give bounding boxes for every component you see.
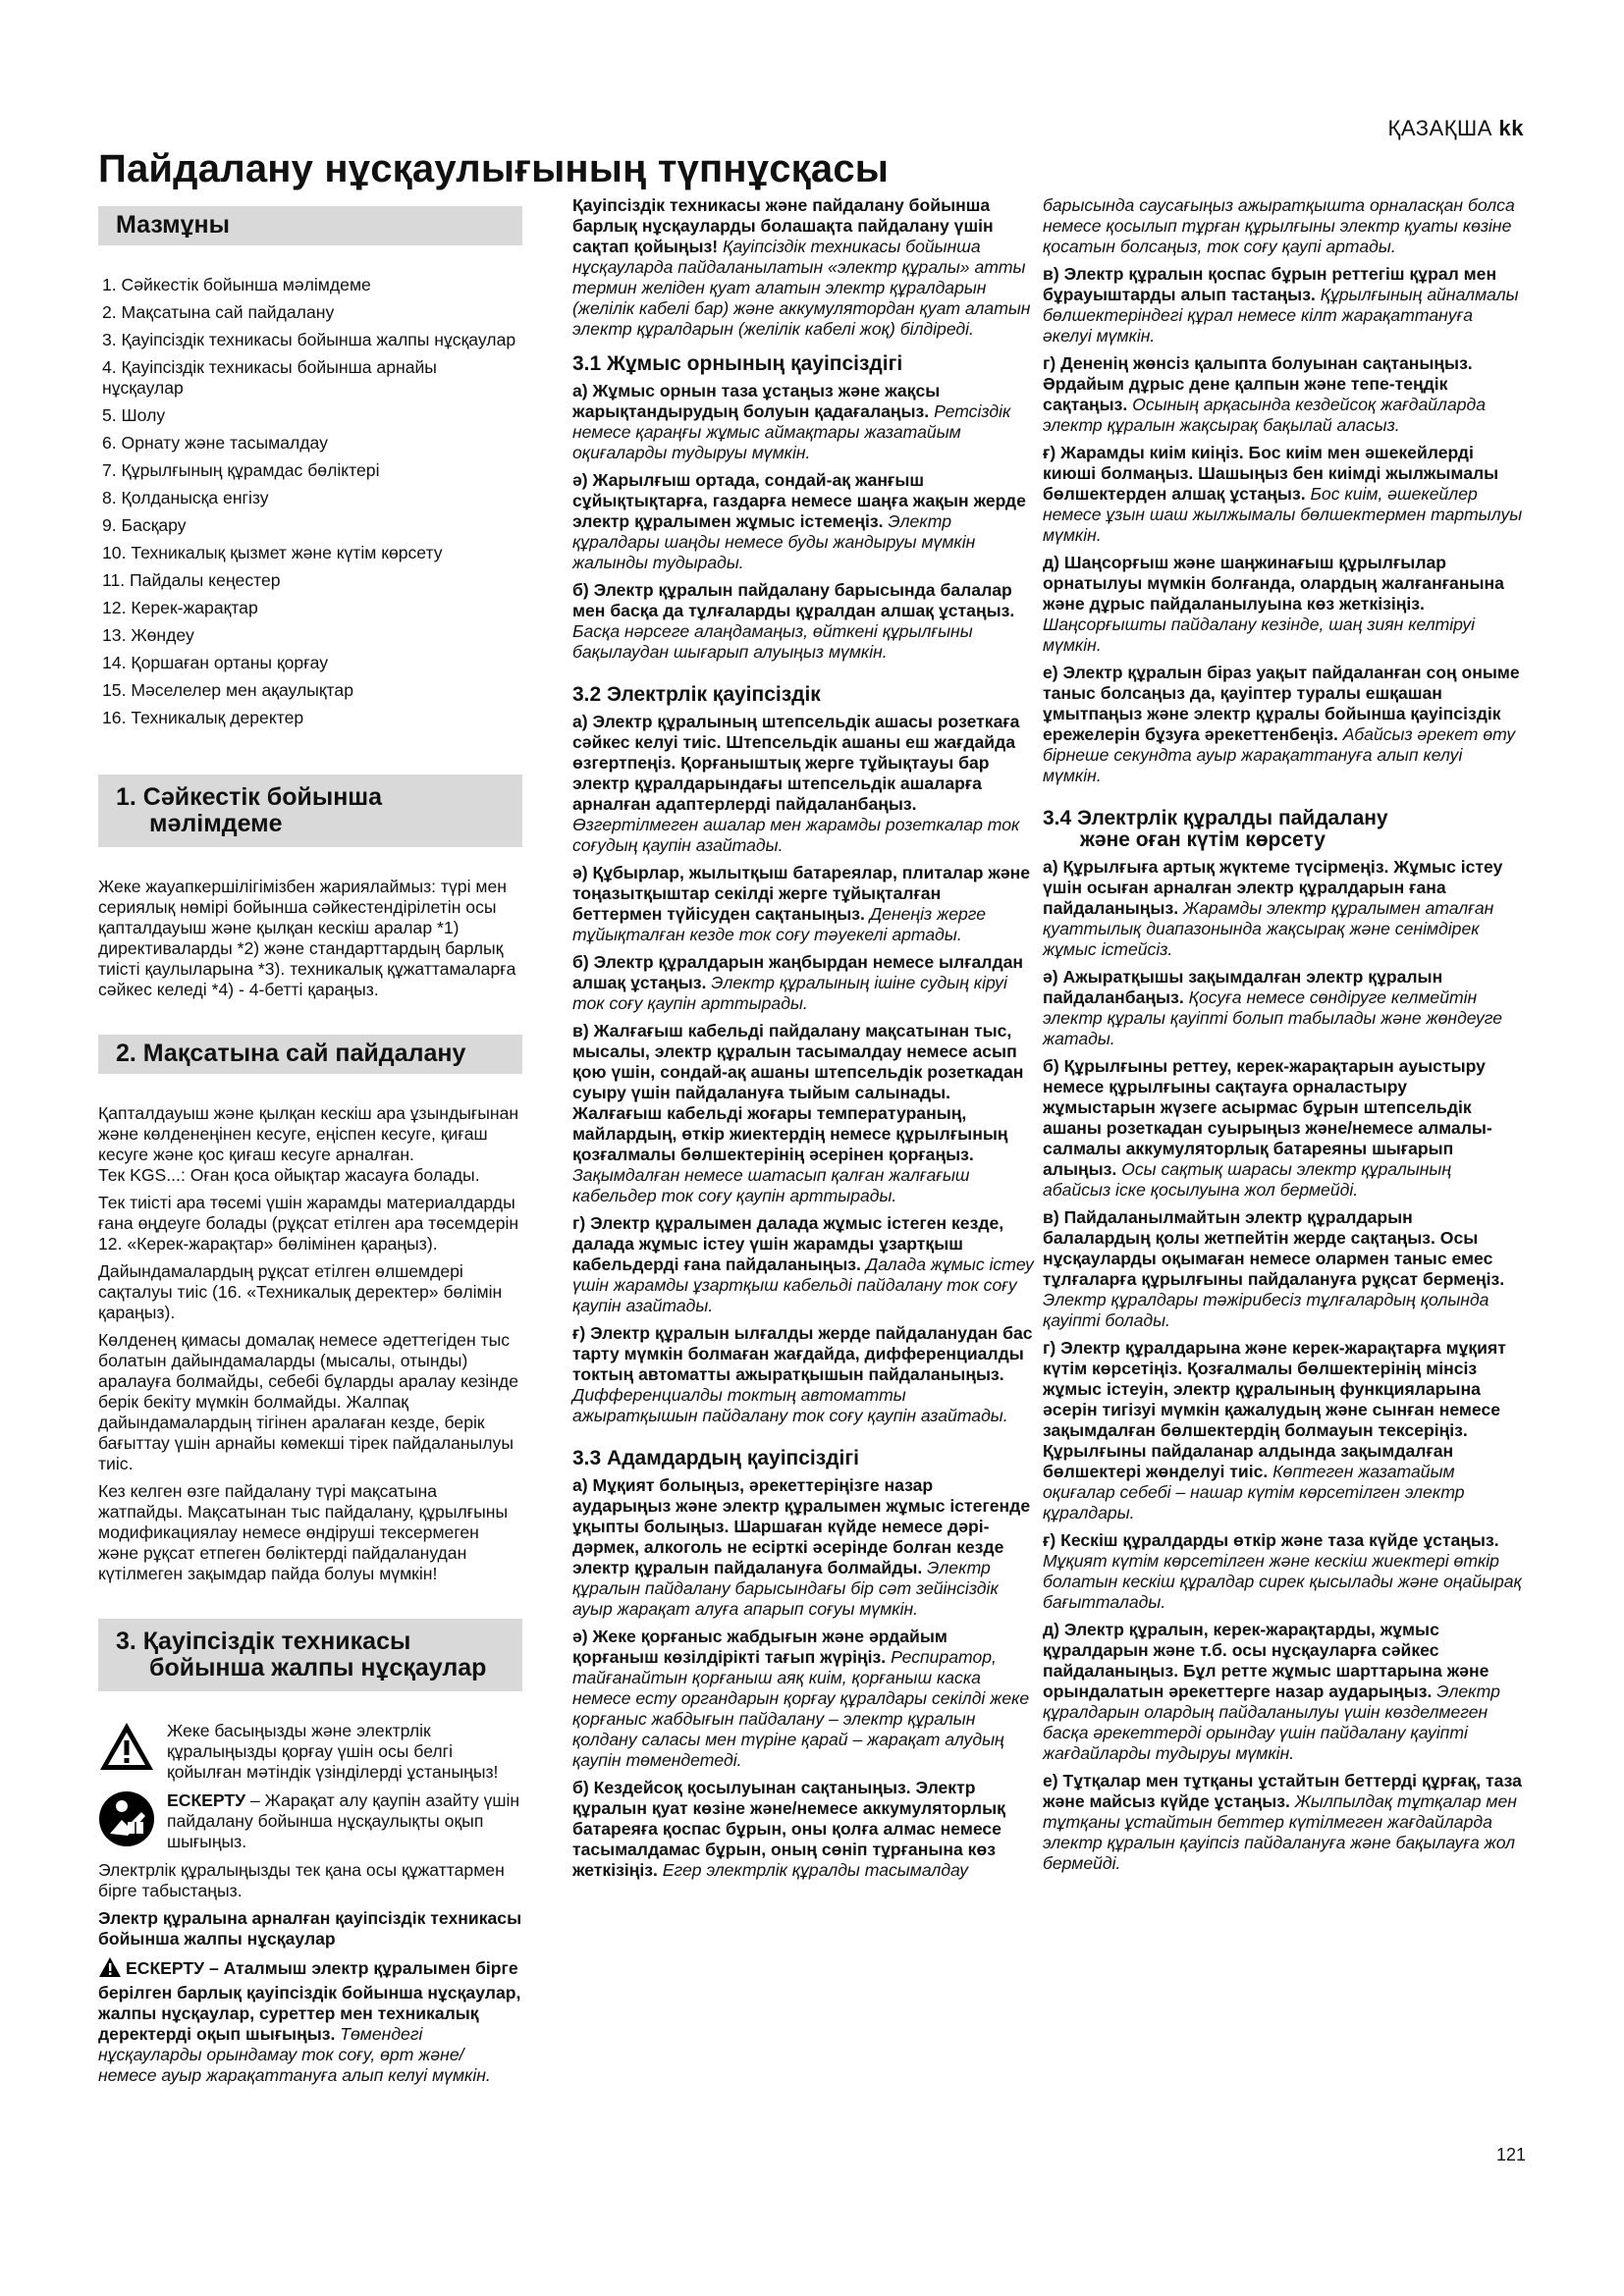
table-of-contents xyxy=(98,275,522,728)
section-2-paragraph: Қапталдауыш және қылқан кескіш ара ұзындығынан және көлденеңінен кесуге, еңіспен кесуге, қиғаш кесуге және қос қиғаш кесуге арналған. Тек KGS...: Оған қоса ойықтар жасауға болады. xyxy=(98,1103,519,1185)
paragraph: б) Құрылғыны реттеу, керек-жарақтарын ауыстыру немесе құрылғыны сақтауға орналастыру жұмыстарын жүзеге асырмас бұрын штепсельдік ашаны розеткадан суырыңыз және/немесе алмалы-салмалы аккумуляторлық батареяны шығарып алыңыз. Осы сақтық шарасы электр құралының абайсыз іске қосылуына жол бермейді. xyxy=(1043,1056,1492,1200)
paragraph: б) Электр құралын пайдалану барысында балалар мен басқа да тұлғаларды құралдан алшақ ұстаңыз. Басқа нәрсеге алаңдамаңыз, өйткені құрылғыны бақылаудан шығарып алуыңыз мүмкін. xyxy=(572,580,1015,662)
paragraph: а) Жұмыс орнын таза ұстаңыз және жақсы жарықтандырудың болуын қадағалаңыз. Ретсіздік немесе қараңғы жұмыс аймақтары жазатайым оқиғаларды тудыруы мүмкін. xyxy=(572,381,1011,462)
section-2-paragraph: Дайындамалардың рұқсат етілген өлшемдері сақталуы тиіс (16. «Техникалық деректер» бөлімін қараңыз). xyxy=(98,1261,503,1322)
warning-paragraph: ЕСКЕРТУ – Аталмыш электр құралымен бірге берілген барлық қауіпсіздік бойынша нұсқаулар, жалпы нұсқаулар, суреттер мен техникалық деректерді оқып шығыңыз. Төмендегі нұсқауларды орындамау ток соғу, өрт және/ немесе ауыр жарақаттануға алып келуі мүмкін. xyxy=(98,1958,521,2085)
paragraph: барысында саусағыңыз ажыратқышта орналасқан болса немесе қосылып тұрған құрылғыны электр қуаты көзіне қосатын болсаңыз, ток соғу қаупі артады. xyxy=(1043,195,1515,256)
paragraph: ғ) Кескіш құралдарды өткір және таза күйде ұстаңыз. Мұқият күтім көрсетілген және кескіш жиектері өткір болатын кескіш құралдар сирек қысылады және оңайырақ бағытталады. xyxy=(1043,1530,1522,1612)
section-3-subheading: Электр құралына арналған қауіпсіздік техникасы бойынша жалпы нұсқаулар xyxy=(98,1908,522,1949)
toc-item: 5. Шолу xyxy=(102,405,166,425)
page-number: 121 xyxy=(1495,2145,1526,2164)
paragraph: а) Электр құралының штепсельдік ашасы розеткаға сәйкес келуі тиіс. Штепсельдік ашаны еш жағдайда өзгертпеңіз. Қорғаныштық жерге тұйықтауы бар электр құралдарындағы штепсельдік ашаларға арналған адаптерлерді пайдаланбаңыз. Өзгертілмеген ашалар мен жарамды розеткалар ток соғудың қаупін азайтады. xyxy=(572,712,1020,855)
warning-small-icon xyxy=(98,1956,122,1983)
column-right xyxy=(1043,195,1524,1881)
toc-heading: Мазмұны xyxy=(98,206,522,245)
warning-note: Жеке басыңызды және электрлік құралыңызды қорғау үшін осы белгі қойылған мәтіндік үзінділерді ұстаныңыз! xyxy=(98,1721,522,1783)
toc-item: 7. Құрылғының құрамдас бөліктері xyxy=(102,460,380,480)
section-2-paragraph: Тек тиісті ара төсемі үшін жарамды материалдарды ғана өңдеуге болады (рұқсат етілген ара төсемдерін 12. «Керек-жарақтар» бөлімінен қараңыз). xyxy=(98,1193,519,1254)
toc-item: 1. Сәйкестік бойынша мәлімдеме xyxy=(102,275,371,294)
toc-item: 15. Мәселелер мен ақаулықтар xyxy=(102,680,353,700)
paragraph: б) Электр құралдарын жаңбырдан немесе ылғалдан алшақ ұстаңыз. Электр құралының ішіне судың кіруі ток соғу қаупін арттырады. xyxy=(572,952,1024,1013)
toc-item: 14. Қоршаған ортаны қорғау xyxy=(102,653,329,672)
paragraph: ә) Жарылғыш ортада, сондай-ақ жанғыш сұйықтықтарға, газдарға немесе шаңға жақын жерде электр құралымен жұмыс істемеңіз. Электр құралдары шаңды немесе буды жандыруы мүмкін жалынды тудырады. xyxy=(572,470,1026,572)
paragraph: ә) Ажыратқышы зақымдалған электр құралын пайдаланбаңыз. Қосуға немесе сөндіруге келмейтін электр құралы қауіпті болып табылады және жөндеуге жатады. xyxy=(1043,967,1503,1048)
paragraph: в) Жалғағыш кабельді пайдалану мақсатынан тыс, мысалы, электр құралын тасымалдау немесе асып қою үшін, сондай-ақ ашаны штепсельдік розеткадан суыру үшін пайдалануға тыйым салынады. Жалғағыш кабельді жоғары температураның, майлардың, өткір жиектердің немесе құрылғының қозғалмалы бөлшектерінің әсерінен қорғаңыз. Зақымдалған немесе шатасып қалған жалғағыш кабельдер ток соғу қаупін арттырады. xyxy=(572,1021,1024,1205)
column-middle xyxy=(572,195,1034,1888)
paragraph: г) Электр құралымен далада жұмыс істеген кезде, далада жұмыс істеу үшін жарамды ұзартқыш кабельдерді ғана пайдаланыңыз. Далада жұмыс істеу үшін жарамды ұзартқыш кабельді пайдалану ток соғу қаупін азайтады. xyxy=(572,1213,1034,1315)
language-label: ҚАЗАҚША kk xyxy=(1387,116,1524,140)
paragraph: ғ) Жарамды киім киіңіз. Бос киім мен әшекейлерді киюші болмаңыз. Шашыңыз бен киімді жылжымалы бөлшектерден алшақ ұстаңыз. Бос киім, әшекейлер немесе ұзын шаш жылжымалы бөлшектермен тартылуы мүмкін. xyxy=(1043,443,1523,545)
toc-item: 10. Техникалық қызмет және күтім көрсету xyxy=(102,543,443,562)
section-2-paragraph: Көлденең қимасы домалақ немесе әдеттегіден тыс болатын дайындамаларды (мысалы, отынды) аралауға болмайды, себебі бұларды аралау кезінде берік бекіту мүмкін болмайды. Жалпақ дайындамалардың тігінен аралаған кезде, берік бағыттау үшін арнайы көмекші тірек пайдаланылуы тиіс. xyxy=(98,1330,518,1473)
toc-item: 11. Пайдалы кеңестер xyxy=(102,570,281,590)
subsection-3-4-heading: 3.4 Электрлік құралды пайдалану және оған күтім көрсету xyxy=(1043,807,1388,851)
paragraph: а) Құрылғыға артық жүктеме түсірмеңіз. Жұмыс істеу үшін осыған арналған электр құралдарын ғана пайдаланыңыз. Жарамды электр құралымен аталған қуаттылық диапазонында жақсырақ және сенімдірек жұмыс істейсіз. xyxy=(1043,857,1503,959)
warning-triangle-icon xyxy=(98,1721,155,1783)
paragraph: ә) Жеке қорғаныс жабдығын және әрдайым қорғаныш көзілдірікті тағып жүріңіз. Респиратор, тайғанайтын қорғаныш аяқ киім, қорғаныш каска немесе есту органдарын қорғау құралдары секілді жеке қорғаныс жабдығын пайдалану – электр құралын қолдану саласы мен түріне қарай – жарақат алудың қаупін төмендетеді. xyxy=(572,1627,1030,1770)
paragraph: б) Кездейсоқ қосылуынан сақтаныңыз. Электр құралын қуат көзіне және/немесе аккумуляторлық батареяға қоспас бұрын, оны қолға алмас немесе тасымалдамас бұрын, оның сөніп тұрғанына көз жеткізіңіз. Егер электрлік құралды тасымалдау xyxy=(572,1778,1005,1880)
toc-item: 13. Жөндеу xyxy=(102,625,194,645)
subsection-3-2-heading: 3.2 Электрлік қауіпсіздік xyxy=(572,683,821,706)
paragraph: ә) Құбырлар, жылытқыш батареялар, плиталар және тоңазытқыштар секілді жерге тұйықталған беттермен түйісуден сақтаныңыз. Денеңіз жерге тұйықталған кезде ток соғу тәуекелі артады. xyxy=(572,863,1031,944)
paragraph: д) Шаңсорғыш және шаңжинағыш құрылғылар орнатылуы мүмкін болғанда, олардың жалғанғанына және дұрыс пайдаланылуына көз жеткізіңіз. Шаңсорғышты пайдалану кезінде, шаң зиян келтіруі мүмкін. xyxy=(1043,553,1504,655)
paragraph: д) Электр құралын, керек-жарақтарды, жұмыс құралдарын және т.б. осы нұсқауларға сәйкес пайдаланыңыз. Бұл ретте жұмыс шарттарына және орындалатын әрекеттерге назар аударыңыз. Электр құралдарын олардың пайдаланылуы үшін көзделмеген басқа әрекеттерді орындау үшін пайдалану қауіпті жағдайларды тудыруы мүмкін. xyxy=(1043,1620,1500,1763)
paragraph: г) Электр құралдарына және керек-жарақтарға мұқият күтім көрсетіңіз. Қозғалмалы бөлшектерінің мінсіз жұмыс істеуін, электр құралының функцияларына әсерін тигізуі мүмкін қажалудың және сынған немесе зақымдалған бөлшектердің болмауын тексеріңіз. Құрылғыны пайдаланар алдында зақымдалған бөлшектері жөнделуі тиіс. Көптеген жазатайым оқиғалар себебі – нашар күтім көрсетілген электр құралдары. xyxy=(1043,1338,1506,1522)
paragraph: в) Пайдаланылмайтын электр құралдарын балалардың қолы жетпейтін жерде сақтаңыз. Осы нұсқауларды оқымаған немесе олармен таныс емес тұлғаларға құрылғыны пайдалануға рұқсат бермеңіз. Электр құралдары тәжірибесіз тұлғалардың қолында қауіпті болады. xyxy=(1043,1207,1505,1330)
paragraph: г) Дененің жөнсіз қалыпта болуынан сақтаныңыз. Әрдайым дұрыс дене қалпын және тепе-теңдік сақтаңыз. Осының арқасында кездейсоқ жағдайларда электр құралын жақсырақ бақылай аласыз. xyxy=(1043,353,1487,435)
toc-item: 4. Қауіпсіздік техникасы бойынша арнайы нұсқаулар xyxy=(102,357,437,398)
toc-item: 16. Техникалық деректер xyxy=(102,708,304,727)
toc-item: 8. Қолданысқа енгізу xyxy=(102,488,269,507)
section-2-heading: 2. Мақсатына сай пайдалану xyxy=(98,1035,522,1074)
paragraph: е) Электр құралын біраз уақыт пайдаланған соң оныме таныс болсаңыз да, қауіптер туралы ешқашан ұмытпаңыз және электр құралы бойынша қауіпсіздік ережелерін бұзуға әрекеттенбеңіз. Абайсыз әрекет өту бірнеше секундта ауыр жарақаттануға алып келуі мүмкін. xyxy=(1043,663,1520,785)
subsection-3-3-heading: 3.3 Адамдардың қауіпсіздігі xyxy=(572,1447,859,1469)
section-1-body: Жеке жауапкершілігімізбен жариялаймыз: түрі мен сериялық нөмірі бойынша сәйкестендірілетін осы қапталдауыш және қылқан кескіш аралар *1) директиваларды *2) және стандарттардың барлық тиісті қаулыларына *3). техникалық құжаттамаларға сәйкес келеді *4) - 4-бетті қараңыз. xyxy=(98,877,516,999)
subsection-3-1-heading: 3.1 Жұмыс орнының қауіпсіздігі xyxy=(572,352,903,375)
toc-item: 2. Мақсатына сай пайдалану xyxy=(102,302,335,322)
section-1-heading: 1. Сәйкестік бойынша мәлімдеме xyxy=(98,774,522,847)
toc-item: 3. Қауіпсіздік техникасы бойынша жалпы нұсқаулар xyxy=(102,330,516,349)
section-3-heading: 3. Қауіпсіздік техникасы бойынша жалпы нұсқаулар xyxy=(98,1619,522,1691)
read-manual-note: ЕСКЕРТУ – Жарақат алу қаупін азайту үшін пайдалану бойынша нұсқаулықты оқып шығыңыз. xyxy=(98,1790,522,1852)
paragraph: Қауіпсіздік техникасы және пайдалану бойынша барлық нұсқауларды болашақта пайдалану үшін сақтап қойыңыз! Қауіпсіздік техникасы бойынша нұсқауларда пайдаланылатын «электр құралы» атты термин желіден қуат алатын электр құралдарын (желілік кабелі бар) және аккумулятордан қуат алатын электр құралдарын (желілік кабелі жоқ) білдіреді. xyxy=(572,195,1031,339)
paragraph: а) Мұқият болыңыз, әрекеттеріңізге назар аударыңыз және электр құралымен жұмыс істегенде ұқыпты болыңыз. Шаршаған күйде немесе дәрі-дәрмек, алкоголь не есірткі әсерінде болған кезде электр құралын пайдалануға болмайды. Электр құралын пайдалану барысындағы бір сәт зейінсіздік ауыр жарақат алуға апарып соғуы мүмкін. xyxy=(572,1475,1031,1619)
read-manual-icon xyxy=(98,1790,155,1852)
column-left xyxy=(98,206,522,2093)
paragraph: в) Электр құралын қоспас бұрын реттегіш құрал мен бұрауыштарды алып тастаңыз. Құрылғының айналмалы бөлшектеріндегі құрал немесе кілт жарақаттануға әкелуі мүмкін. xyxy=(1043,264,1519,346)
section-3-paragraph: Электрлік құралыңызды тек қана осы құжаттармен бірге табыстаңыз. xyxy=(98,1860,505,1900)
section-2-paragraph: Кез келген өзге пайдалану түрі мақсатына жатпайды. Мақсатынан тыс пайдалану, құрылғыны модификациялау немесе өндіруші тексермеген және рұқсат етпеген бөліктерді пайдаланудан күтілмеген зақымдар пайда болуы мүмкін! xyxy=(98,1481,509,1583)
paragraph: е) Тұтқалар мен тұтқаны ұстайтын беттерді құрғақ, таза және майсыз күйде ұстаңыз. Жылпылдақ тұтқалар мен тұтқаны ұстайтын беттер күтілмеген жағдайларда электр құралын қауіпсіз пайдалануға және бақылауға жол бермейді. xyxy=(1043,1771,1522,1873)
toc-item: 9. Басқару xyxy=(102,515,187,535)
toc-item: 6. Орнату және тасымалдау xyxy=(102,433,328,453)
paragraph: ғ) Электр құралын ылғалды жерде пайдаланудан бас тарту мүмкін болмаған жағдайда, дифференциалды токтың автоматты ажыратқышын пайдаланыңыз. Дифференциалды токтың автоматты ажыратқышын пайдалану ток соғу қаупін азайтады. xyxy=(572,1323,1033,1425)
page-title: Пайдалану нұсқаулығының түпнұсқасы xyxy=(98,147,890,190)
toc-item: 12. Керек-жарақтар xyxy=(102,598,258,617)
